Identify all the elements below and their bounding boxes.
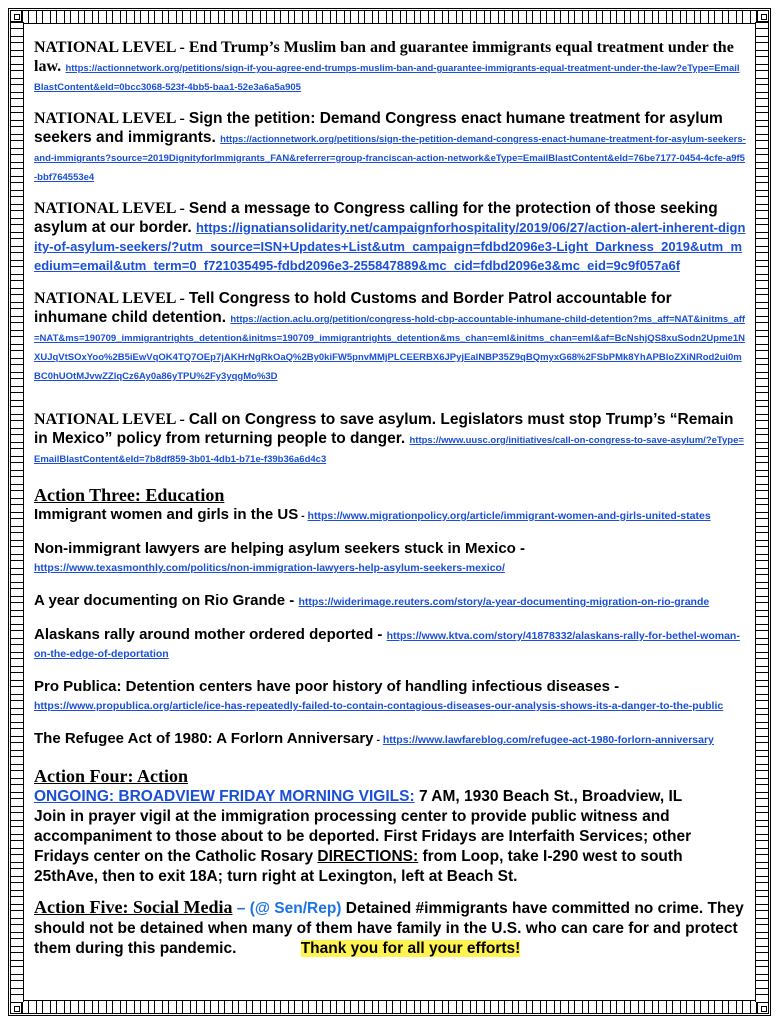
corner-ornament: [10, 10, 22, 22]
vigil-link[interactable]: ONGOING: BROADVIEW FRIDAY MORNING VIGILS:: [34, 788, 415, 805]
education-title: Immigrant women and girls in the US: [34, 506, 299, 523]
education-link[interactable]: https://www.migrationpolicy.org/article/immigrant-women-and-girls-united-states: [307, 510, 711, 522]
level-label: NATIONAL LEVEL: [34, 290, 176, 307]
petition-link[interactable]: https://action.aclu.org/petition/congress-hold-cbp-accountable-inhumane-child-detention?ms_aff=NAT&initms_aff=NAT&ms=190709_immigrantrights_detention&initms=190709_immigrantrights_detention&ms_chan=eml&initms_chan=eml&af=BcNshjQS8xuSodn2Upme1NXUJqVtSOxYoo%2B5iEwVqOK4TQ7OEp7jAKHrNgRkOaQ%2By0kiFW5pnvMMjPLCEERBX6JPyjEalNBP35Z9qBQmyxG68%2FSbPMk8YhAPBloZXiNRod2ui0mBC0hUOtMJvwZZlqCz6Ay0a86yTPU%2Fy3yqgMo%3D: [34, 314, 746, 382]
national-item-3: NATIONAL LEVEL - Send a message to Congress calling for the protection of those seeking asylum at our border. https://ignatiansolidarity.net/campaignforhospitality/2019/06/27/action-alert-inherent-dignity-of-asylum-seekers/?utm_source=ISN+Updates+List&utm_campaign=fdbd2096e3-Light_Darkness_2019&utm_medium=email&utm_term=0_f721035495-fdbd2096e3-255847889&mc_cid=fdbd2096e3&mc_eid=9c9f057a6f: [34, 200, 746, 273]
education-title: The Refugee Act of 1980: A Forlorn Anniversary: [34, 730, 374, 747]
corner-ornament: [757, 10, 769, 22]
petition-link[interactable]: https://www.uusc.org/initiatives/call-on-congress-to-save-asylum/?eType=EmailBlastContent&eId=7b8df859-3b01-4db1-b71e-f39b36a6d4c3: [34, 435, 744, 465]
social-message: Detained #immigrants have committed no crime. They should not be detained when many of them have family in the U.S. who can care for and protect them during this pandemic.: [34, 900, 744, 957]
education-item: Immigrant women and girls in the US - https://www.migrationpolicy.org/article/immigrant-women-and-girls-united-states: [34, 506, 711, 523]
action-text: Sign the petition: Demand Congress enact humane treatment for asylum seekers and immigrants.: [34, 110, 723, 146]
national-item-2: NATIONAL LEVEL - Sign the petition: Demand Congress enact humane treatment for asylum seekers and immigrants. https://actionnetwork.org/petitions/sign-the-petition-demand-congress-enact-humane-treatment-for-asylum-seekers-and-immigrants?source=2019DignityforImmigrants_FAN&referrer=group-franciscan-action-network&eType=EmailBlastContent&eId=76be7177-0454-4cfe-a9f5-bbf764553e4: [34, 110, 746, 183]
directions-label: DIRECTIONS:: [317, 848, 419, 865]
education-item: Alaskans rally around mother ordered deported - https://www.ktva.com/story/41878332/alaskans-rally-for-bethel-woman-on-the-edge-of-deportation: [34, 626, 740, 660]
decorative-border-left: [10, 22, 24, 1002]
education-link[interactable]: https://widerimage.reuters.com/story/a-year-documenting-migration-on-rio-grande: [298, 596, 710, 608]
national-item-4: NATIONAL LEVEL - Tell Congress to hold Customs and Border Patrol accountable for inhumane child detention. https://action.aclu.org/petition/congress-hold-cbp-accountable-inhumane-child-detention?ms_aff=NAT&initms_aff=NAT&ms=190709_immigrantrights_detention&initms=190709_immigrantrights_detention&ms_chan=eml&initms_chan=eml&af=BcNshjQS8xuSodn2Upme1NXUJqVtSOxYoo%2B5iEwVqOK4TQ7OEp7jAKHrNgRkOaQ%2By0kiFW5pnvMMjPLCEERBX6JPyjEalNBP35Z9qBQmyxG68%2FSbPMk8YhAPBloZXiNRod2ui0mBC0hUOtMJvwZZlqCz6Ay0a86yTPU%2Fy3yqgMo%3D: [34, 290, 746, 382]
education-link[interactable]: https://www.ktva.com/story/41878332/alaskans-rally-for-bethel-woman-on-the-edge-of-deportation: [34, 630, 740, 660]
directions-text: from Loop, take I-290 west to south 25thAve, then to exit 18A; turn right at Lexington, left at Beach St.: [34, 848, 683, 885]
action-text: Tell Congress to hold Customs and Border Patrol accountable for inhumane child detention.: [34, 290, 672, 326]
level-label: NATIONAL LEVEL: [34, 39, 176, 56]
decorative-border-right: [755, 22, 769, 1002]
education-title: Pro Publica: Detention centers have poor history of handling infectious diseases: [34, 678, 610, 695]
education-item: Non-immigrant lawyers are helping asylum seekers stuck in Mexico - https://www.texasmonthly.com/politics/non-immigration-lawyers-help-asylum-seekers-mexico/: [34, 540, 526, 574]
document-body: [34, 38, 746, 959]
education-title: Alaskans rally around mother ordered deported: [34, 626, 374, 643]
education-link[interactable]: https://www.propublica.org/article/ice-has-repeatedly-failed-to-contain-contagious-diseases-our-analysis-shows-its-a-danger-to-the-public: [34, 700, 724, 712]
section-heading-action: Action Four: Action: [34, 766, 188, 786]
petition-link[interactable]: https://ignatiansolidarity.net/campaignforhospitality/2019/06/27/action-alert-inherent-dignity-of-asylum-seekers/?utm_source=ISN+Updates+List&utm_campaign=fdbd2096e3-Light_Darkness_2019&utm_medium=email&utm_term=0_f721035495-fdbd2096e3-255847889&mc_cid=fdbd2096e3&mc_eid=9c9f057a6f: [34, 220, 746, 273]
education-title: A year documenting on Rio Grande: [34, 592, 286, 609]
education-item: The Refugee Act of 1980: A Forlorn Anniversary - https://www.lawfareblog.com/refugee-act-1980-forlorn-anniversary: [34, 730, 714, 747]
section-heading-social: Action Five: Social Media: [34, 897, 233, 917]
thank-you-highlight: Thank you for all your efforts!: [300, 940, 521, 957]
decorative-border-top: [22, 10, 757, 24]
action-text: Send a message to Congress calling for the protection of those seeking asylum at our border.: [34, 200, 718, 236]
corner-ornament: [10, 1002, 22, 1014]
sen-rep-tag: (@ Sen/Rep): [249, 900, 342, 917]
education-link[interactable]: https://www.lawfareblog.com/refugee-act-1980-forlorn-anniversary: [382, 734, 714, 746]
petition-link[interactable]: https://actionnetwork.org/petitions/sign-the-petition-demand-congress-enact-humane-treatment-for-asylum-seekers-and-immigrants?source=2019DignityforImmigrants_FAN&referrer=group-franciscan-action-network&eType=EmailBlastContent&eId=76be7177-0454-4cfe-a9f5-bbf764553e4: [34, 134, 746, 183]
social-media-paragraph: Action Five: Social Media – (@ Sen/Rep) Detained #immigrants have committed no crime. They should not be detained when many of them have family in the U.S. who can care for and protect them during this pandemic. Thank you for all your efforts!: [34, 897, 744, 957]
petition-link[interactable]: https://actionnetwork.org/petitions/sign-if-you-agree-end-trumps-muslim-ban-and-guarantee-immigrants-equal-treatment-under-the-law?eType=EmailBlastContent&eId=0bcc3068-523f-4bb5-baa1-52e3a6a5a905: [34, 63, 740, 93]
level-label: NATIONAL LEVEL: [34, 200, 176, 217]
decorative-border-bottom: [22, 1000, 757, 1014]
vigil-paragraph: [34, 787, 746, 887]
education-item: Pro Publica: Detention centers have poor history of handling infectious diseases - https://www.propublica.org/article/ice-has-repeatedly-failed-to-contain-contagious-diseases-our-analysis-shows-its-a-danger-to-the-public: [34, 678, 724, 712]
education-item: A year documenting on Rio Grande - https://widerimage.reuters.com/story/a-year-documenting-migration-on-rio-grande: [34, 592, 710, 609]
national-item-1: NATIONAL LEVEL - End Trump’s Muslim ban and guarantee immigrants equal treatment under the law. https://actionnetwork.org/petitions/sign-if-you-agree-end-trumps-muslim-ban-and-guarantee-immigrants-equal-treatment-under-the-law?eType=EmailBlastContent&eId=0bcc3068-523f-4bb5-baa1-52e3a6a5a905: [34, 39, 740, 93]
section-heading-education: Action Three: Education: [34, 485, 225, 505]
vigil-description: Join in prayer vigil at the immigration processing center to provide public witness and accompaniment to those about to be deported. First Fridays are Interfaith Services; other Fridays center on the Catholic Rosary: [34, 808, 692, 865]
level-label: NATIONAL LEVEL: [34, 411, 176, 428]
action-text: Call on Congress to save asylum. Legislators must stop Trump’s “Remain in Mexico” policy from returning people to danger.: [34, 411, 734, 447]
national-item-5: NATIONAL LEVEL - Call on Congress to save asylum. Legislators must stop Trump’s “Remain in Mexico” policy from returning people to danger. https://www.uusc.org/initiatives/call-on-congress-to-save-asylum/?eType=EmailBlastContent&eId=7b8df859-3b01-4db1-b71e-f39b36a6d4c3: [34, 411, 744, 465]
corner-ornament: [757, 1002, 769, 1014]
vigil-time-place: 7 AM, 1930 Beach St., Broadview, IL: [414, 788, 683, 805]
education-link[interactable]: https://www.texasmonthly.com/politics/non-immigration-lawyers-help-asylum-seekers-mexico/: [34, 562, 505, 574]
level-label: NATIONAL LEVEL: [34, 110, 176, 127]
action-text: End Trump’s Muslim ban and guarantee immigrants equal treatment under the law.: [34, 39, 734, 75]
education-title: Non-immigrant lawyers are helping asylum seekers stuck in Mexico: [34, 540, 516, 557]
